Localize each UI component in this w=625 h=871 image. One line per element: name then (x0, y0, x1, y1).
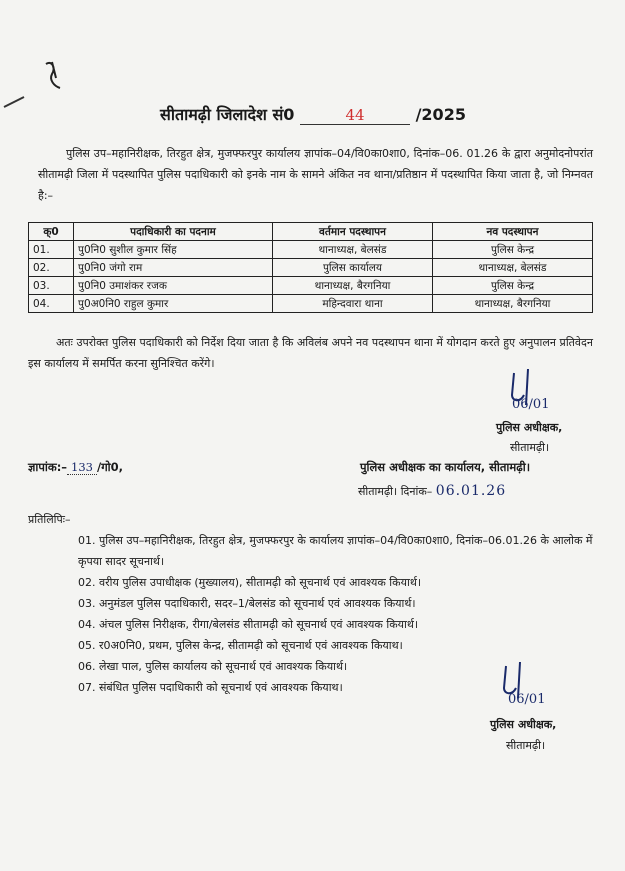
cell-new-post: पुलिस केन्द्र (433, 241, 593, 259)
signature-1-date: 06/01 (512, 397, 550, 412)
header-new-post: नव पदस्थापन (433, 223, 593, 241)
list-item: 02. वरीय पुलिस उपाधीक्षक (मुख्यालय), सीतामढ़ी को सूचनार्थ एवं आवश्यक कियार्थ। (78, 576, 422, 589)
memo-suffix: /गो0, (97, 460, 124, 474)
list-item: 01. पुलिस उप–महानिरीक्षक, तिरहुत क्षेत्र, मुजफ्फरपुर के कार्यालय ज्ञापांक–04/वि0का0शा0, दिनांक–06.01.26 के आलोक में कृपया सादर सूचनार्थ। (78, 534, 593, 568)
table-row (29, 277, 593, 295)
list-item: 05. र0अ0नि0, प्रथम, पुलिस केन्द्र, सीतामढ़ी को सूचनार्थ एवं आवश्यक कियाथ। (78, 639, 403, 652)
cell-officer: पु0अ0नि0 राहुल कुमार (74, 295, 273, 313)
office-name: पुलिस अधीक्षक का कार्यालय, सीतामढ़ी। (360, 460, 531, 474)
title-prefix: सीतामढ़ी जिलादेश सं0 (160, 105, 295, 124)
cell-officer: पु0नि0 जंगो राम (74, 259, 273, 277)
memo-number: 133 (67, 460, 97, 475)
cell-officer: पु0नि0 सुशील कुमार सिंह (74, 241, 273, 259)
office-date-line (358, 483, 506, 499)
cell-new-post: पुलिस केन्द्र (433, 277, 593, 295)
table-header-row (29, 223, 593, 241)
order-title (160, 103, 466, 125)
cell-officer: पु0नि0 उमाशंकर रजक (74, 277, 273, 295)
list-item: 07. संबंधित पुलिस पदाधिकारी को सूचनार्थ एवं आवश्यक कियाथ। (78, 681, 343, 694)
office-date-prefix: सीतामढ़ी। दिनांक– (358, 485, 433, 498)
cell-current-post: थानाध्यक्ष, बेलसंड (273, 241, 433, 259)
intro-paragraph: पुलिस उप–महानिरीक्षक, तिरहुत क्षेत्र, मुजफ्फरपुर कार्यालय ज्ञापांक–04/वि0का0शा0, दिनांक–06. 01.26 के द्वारा अनुमोदनोपरांत सीतामढ़ी जिला में पदस्थापित पुलिस पदाधिकारी को इनके नाम के सामने अंकित नव थाना/प्रतिष्ठान में पदस्थापित किया जाता है, जो निम्नवत है:– (38, 147, 594, 202)
office-date-value: 06.01.26 (435, 483, 507, 499)
cell-current-post: महिन्दवारा थाना (273, 295, 433, 313)
list-item: 03. अनुमंडल पुलिस पदाधिकारी, सदर–1/बेलसंड को सूचनार्थ एवं आवश्यक कियार्थ। (78, 597, 416, 610)
header-current-post: वर्तमान पदस्थापन (273, 223, 433, 241)
cell-serial: 04. (29, 295, 74, 313)
header-officer: पदाधिकारी का पदनाम (74, 223, 273, 241)
order-number: 44 (300, 106, 410, 125)
handwritten-tick (2, 95, 26, 109)
copy-label: प्रतिलिपिः– (28, 513, 71, 526)
signature-2-place: सीतामढ़ी। (506, 739, 546, 752)
directive-paragraph: अतः उपरोक्त पुलिस पदाधिकारी को निर्देश दिया जाता है कि अविलंब अपने नव पदस्थापन थाना में योगदान करते हुए अनुपालन प्रतिवेदन इस कार्यालय में समर्पित करना सुनिश्चित करेंगे। (28, 336, 593, 370)
cell-new-post: थानाध्यक्ष, बेलसंड (433, 259, 593, 277)
header-serial: क्0 (29, 223, 74, 241)
cell-serial: 01. (29, 241, 74, 259)
table-row (29, 295, 593, 313)
memo-label: ज्ञापांक:– (28, 460, 68, 474)
handwritten-mark (38, 58, 68, 92)
table-row (29, 259, 593, 277)
cell-serial: 02. (29, 259, 74, 277)
cell-current-post: पुलिस कार्यालय (273, 259, 433, 277)
signature-2-designation: पुलिस अधीक्षक, (490, 718, 557, 731)
table-row (29, 241, 593, 259)
memo-reference (28, 460, 123, 475)
signature-1-designation: पुलिस अधीक्षक, (496, 421, 563, 434)
cell-serial: 03. (29, 277, 74, 295)
cell-new-post: थानाध्यक्ष, बैरगनिया (433, 295, 593, 313)
title-year: /2025 (415, 105, 466, 124)
posting-table (28, 222, 593, 313)
list-item: 06. लेखा पाल, पुलिस कार्यालय को सूचनार्थ एवं आवश्यक कियार्थ। (78, 660, 348, 673)
signature-1-place: सीतामढ़ी। (510, 441, 550, 454)
cell-current-post: थानाध्यक्ष, बैरगनिया (273, 277, 433, 295)
list-item: 04. अंचल पुलिस निरीक्षक, रीगा/बेलसंड सीतामढ़ी को सूचनार्थ एवं आवश्यक कियार्थ। (78, 618, 419, 631)
signature-2-date: 06/01 (508, 692, 546, 707)
